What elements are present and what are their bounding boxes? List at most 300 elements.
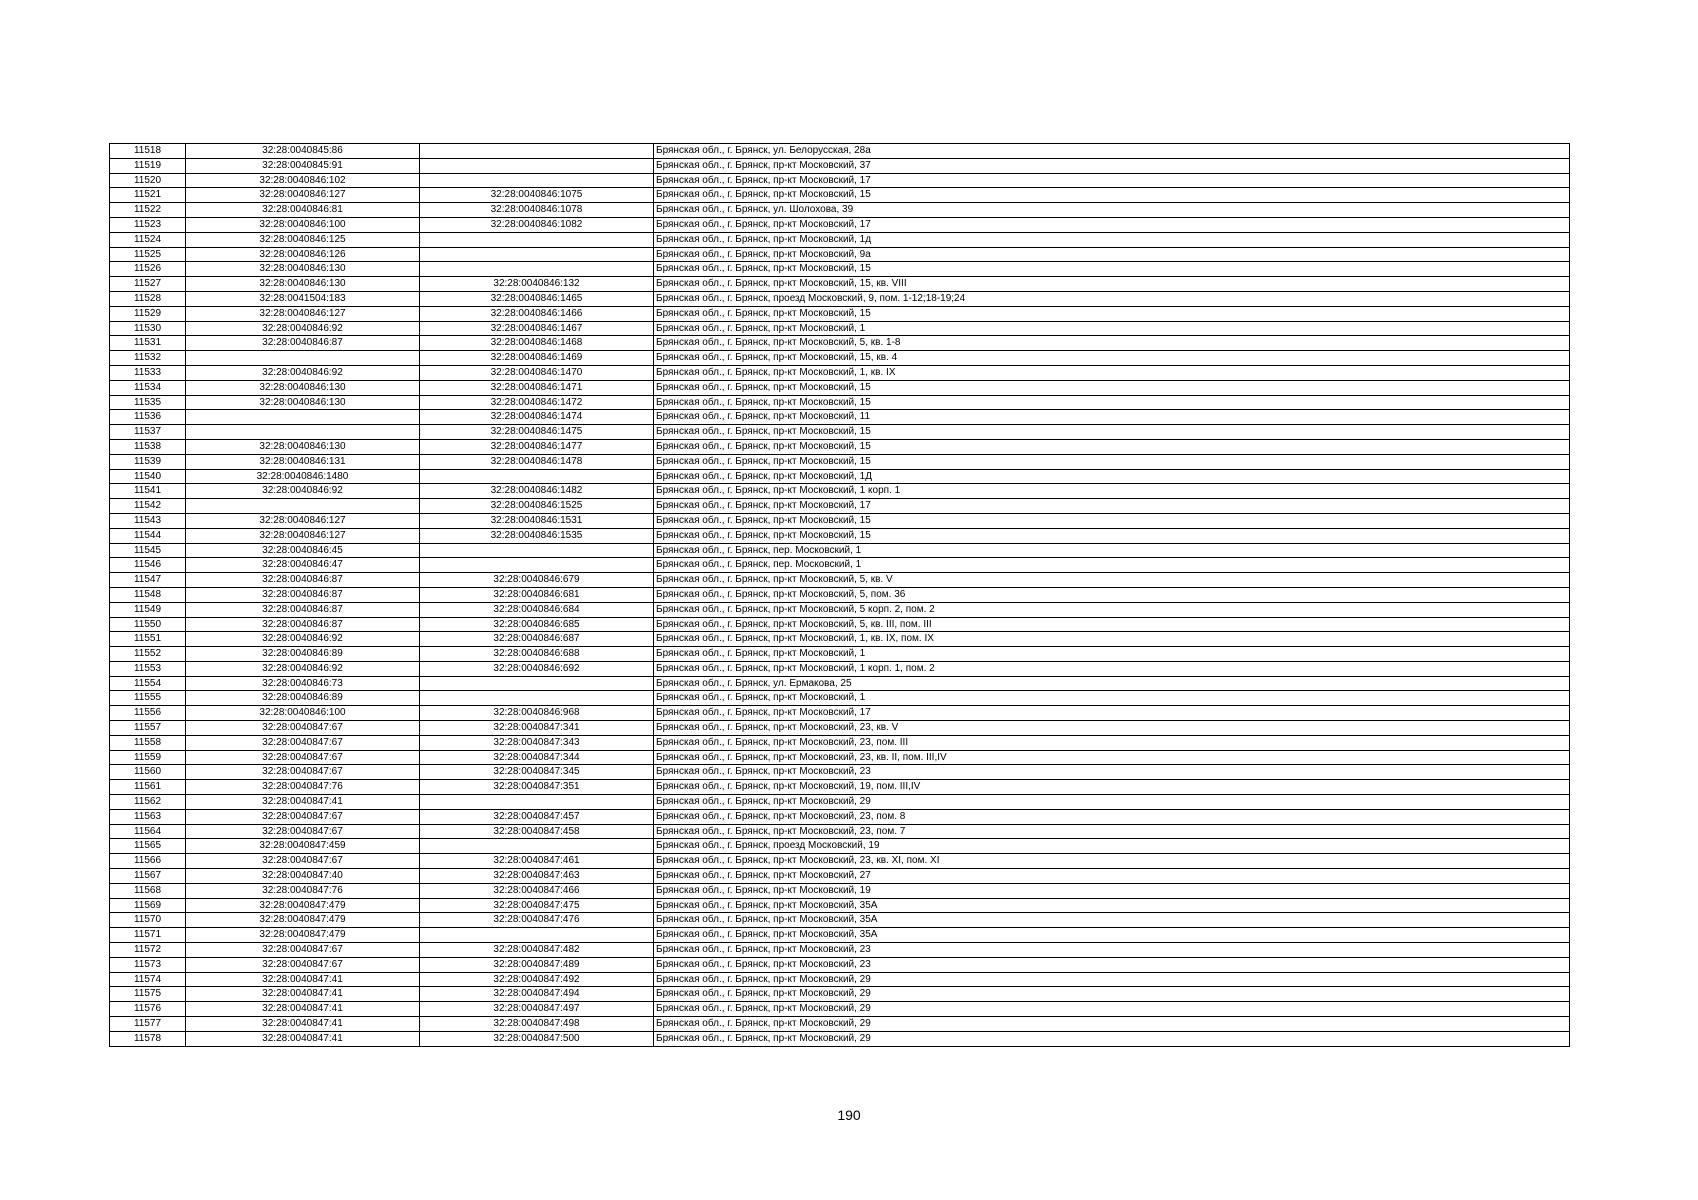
table-row (110, 869, 1570, 884)
cadastral-number-cell: 32:28:0040846:100 (186, 706, 420, 721)
table-row (110, 395, 1570, 410)
row-number-cell: 11564 (110, 824, 186, 839)
row-number-cell: 11533 (110, 365, 186, 380)
address-cell: Брянская обл., г. Брянск, пр-кт Московский, 1Д (654, 469, 1570, 484)
table-row (110, 617, 1570, 632)
table-row (110, 158, 1570, 173)
table-row (110, 780, 1570, 795)
cadastral-number-cell: 32:28:0040846:87 (186, 573, 420, 588)
address-cell: Брянская обл., г. Брянск, пр-кт Московский, 11 (654, 410, 1570, 425)
cadastral-number-cell (186, 410, 420, 425)
row-number-cell: 11573 (110, 957, 186, 972)
object-number-cell: 32:28:0040846:1474 (420, 410, 654, 425)
object-number-cell: 32:28:0040847:482 (420, 943, 654, 958)
object-number-cell: 32:28:0040846:1475 (420, 425, 654, 440)
cadastral-number-cell: 32:28:0040846:1480 (186, 469, 420, 484)
object-number-cell: 32:28:0040847:476 (420, 913, 654, 928)
row-number-cell: 11556 (110, 706, 186, 721)
object-number-cell: 32:28:0040846:1467 (420, 321, 654, 336)
cadastral-number-cell: 32:28:0040845:91 (186, 158, 420, 173)
cadastral-number-cell: 32:28:0040847:40 (186, 869, 420, 884)
cadastral-number-cell: 32:28:0040846:45 (186, 543, 420, 558)
table-row (110, 765, 1570, 780)
table-row (110, 795, 1570, 810)
object-number-cell: 32:28:0040846:681 (420, 587, 654, 602)
address-cell: Брянская обл., г. Брянск, пр-кт Московский, 23, кв. XI, пом. XI (654, 854, 1570, 869)
table-row (110, 425, 1570, 440)
row-number-cell: 11522 (110, 203, 186, 218)
cadastral-number-cell: 32:28:0040846:131 (186, 454, 420, 469)
table-row (110, 321, 1570, 336)
row-number-cell: 11548 (110, 587, 186, 602)
table-row (110, 735, 1570, 750)
table-row (110, 499, 1570, 514)
address-cell: Брянская обл., г. Брянск, пр-кт Московский, 9а (654, 247, 1570, 262)
object-number-cell: 32:28:0040846:968 (420, 706, 654, 721)
table-row (110, 336, 1570, 351)
registry-table-body (110, 144, 1570, 1047)
table-row (110, 380, 1570, 395)
address-cell: Брянская обл., г. Брянск, пр-кт Московский, 1 корп. 1 (654, 484, 1570, 499)
table-row (110, 188, 1570, 203)
cadastral-number-cell: 32:28:0040846:47 (186, 558, 420, 573)
cadastral-number-cell (186, 425, 420, 440)
address-cell: Брянская обл., г. Брянск, пр-кт Московский, 23, кв. II, пом. III,IV (654, 750, 1570, 765)
cadastral-number-cell: 32:28:0040846:92 (186, 321, 420, 336)
row-number-cell: 11570 (110, 913, 186, 928)
address-cell: Брянская обл., г. Брянск, пр-кт Московский, 15 (654, 439, 1570, 454)
table-row (110, 173, 1570, 188)
table-row (110, 750, 1570, 765)
address-cell: Брянская обл., г. Брянск, проезд Московский, 9, пом. 1-12;18-19;24 (654, 291, 1570, 306)
cadastral-number-cell: 32:28:0040846:127 (186, 188, 420, 203)
object-number-cell (420, 928, 654, 943)
object-number-cell: 32:28:0040847:494 (420, 987, 654, 1002)
table-row (110, 1002, 1570, 1017)
row-number-cell: 11531 (110, 336, 186, 351)
row-number-cell: 11576 (110, 1002, 186, 1017)
table-row (110, 809, 1570, 824)
address-cell: Брянская обл., г. Брянск, пр-кт Московский, 17 (654, 217, 1570, 232)
cadastral-number-cell: 32:28:0040847:459 (186, 839, 420, 854)
table-row (110, 602, 1570, 617)
row-number-cell: 11539 (110, 454, 186, 469)
address-cell: Брянская обл., г. Брянск, пр-кт Московский, 15 (654, 395, 1570, 410)
address-cell: Брянская обл., г. Брянск, пр-кт Московский, 1д (654, 232, 1570, 247)
cadastral-number-cell: 32:28:0040847:41 (186, 1031, 420, 1046)
address-cell: Брянская обл., г. Брянск, пр-кт Московский, 19, пом. III,IV (654, 780, 1570, 795)
cadastral-number-cell: 32:28:0040846:89 (186, 647, 420, 662)
object-number-cell: 32:28:0040847:345 (420, 765, 654, 780)
address-cell: Брянская обл., г. Брянск, пр-кт Московский, 23, пом. 8 (654, 809, 1570, 824)
table-row (110, 957, 1570, 972)
object-number-cell: 32:28:0040847:343 (420, 735, 654, 750)
table-row (110, 306, 1570, 321)
table-row (110, 839, 1570, 854)
table-row (110, 987, 1570, 1002)
cadastral-number-cell: 32:28:0040847:479 (186, 913, 420, 928)
row-number-cell: 11544 (110, 528, 186, 543)
table-row (110, 203, 1570, 218)
table-row (110, 647, 1570, 662)
address-cell: Брянская обл., г. Брянск, пр-кт Московский, 5, кв. V (654, 573, 1570, 588)
object-number-cell: 32:28:0040847:463 (420, 869, 654, 884)
object-number-cell: 32:28:0040846:1082 (420, 217, 654, 232)
address-cell: Брянская обл., г. Брянск, пр-кт Московский, 1 (654, 321, 1570, 336)
row-number-cell: 11560 (110, 765, 186, 780)
row-number-cell: 11551 (110, 632, 186, 647)
address-cell: Брянская обл., г. Брянск, пр-кт Московский, 29 (654, 1017, 1570, 1032)
object-number-cell (420, 173, 654, 188)
table-row (110, 928, 1570, 943)
table-row (110, 232, 1570, 247)
address-cell: Брянская обл., г. Брянск, пр-кт Московский, 15 (654, 425, 1570, 440)
table-row (110, 883, 1570, 898)
row-number-cell: 11552 (110, 647, 186, 662)
object-number-cell: 32:28:0040846:685 (420, 617, 654, 632)
cadastral-number-cell: 32:28:0040846:130 (186, 380, 420, 395)
row-number-cell: 11546 (110, 558, 186, 573)
cadastral-number-cell (186, 499, 420, 514)
row-number-cell: 11527 (110, 277, 186, 292)
row-number-cell: 11575 (110, 987, 186, 1002)
row-number-cell: 11529 (110, 306, 186, 321)
object-number-cell: 32:28:0040846:679 (420, 573, 654, 588)
address-cell: Брянская обл., г. Брянск, пр-кт Московский, 5, кв. III, пом. III (654, 617, 1570, 632)
table-row (110, 898, 1570, 913)
table-row (110, 144, 1570, 159)
address-cell: Брянская обл., г. Брянск, ул. Шолохова, 39 (654, 203, 1570, 218)
object-number-cell: 32:28:0040846:692 (420, 661, 654, 676)
row-number-cell: 11572 (110, 943, 186, 958)
object-number-cell: 32:28:0040846:1482 (420, 484, 654, 499)
cadastral-number-cell: 32:28:0040846:87 (186, 587, 420, 602)
table-row (110, 291, 1570, 306)
table-row (110, 528, 1570, 543)
object-number-cell: 32:28:0040846:1477 (420, 439, 654, 454)
cadastral-number-cell: 32:28:0040847:76 (186, 780, 420, 795)
cadastral-number-cell: 32:28:0040846:130 (186, 277, 420, 292)
cadastral-number-cell: 32:28:0040846:125 (186, 232, 420, 247)
object-number-cell: 32:28:0040847:500 (420, 1031, 654, 1046)
row-number-cell: 11537 (110, 425, 186, 440)
row-number-cell: 11571 (110, 928, 186, 943)
table-row (110, 972, 1570, 987)
row-number-cell: 11569 (110, 898, 186, 913)
row-number-cell: 11535 (110, 395, 186, 410)
cadastral-number-cell: 32:28:0040846:92 (186, 632, 420, 647)
table-row (110, 1017, 1570, 1032)
address-cell: Брянская обл., г. Брянск, пр-кт Московский, 15 (654, 454, 1570, 469)
object-number-cell: 32:28:0040847:457 (420, 809, 654, 824)
cadastral-number-cell: 32:28:0040846:87 (186, 602, 420, 617)
table-row (110, 824, 1570, 839)
row-number-cell: 11542 (110, 499, 186, 514)
table-row (110, 943, 1570, 958)
row-number-cell: 11532 (110, 351, 186, 366)
cadastral-number-cell: 32:28:0040847:41 (186, 972, 420, 987)
cadastral-number-cell: 32:28:0040846:130 (186, 395, 420, 410)
address-cell: Брянская обл., г. Брянск, пр-кт Московский, 35А (654, 913, 1570, 928)
address-cell: Брянская обл., г. Брянск, проезд Московский, 19 (654, 839, 1570, 854)
address-cell: Брянская обл., г. Брянск, пр-кт Московский, 27 (654, 869, 1570, 884)
address-cell: Брянская обл., г. Брянск, пр-кт Московский, 1, кв. IX (654, 365, 1570, 380)
cadastral-number-cell: 32:28:0040847:67 (186, 735, 420, 750)
object-number-cell: 32:28:0040847:498 (420, 1017, 654, 1032)
table-row (110, 513, 1570, 528)
address-cell: Брянская обл., г. Брянск, пр-кт Московский, 15 (654, 380, 1570, 395)
object-number-cell: 32:28:0040846:1472 (420, 395, 654, 410)
table-row (110, 410, 1570, 425)
table-row (110, 365, 1570, 380)
address-cell: Брянская обл., г. Брянск, пр-кт Московский, 23 (654, 957, 1570, 972)
address-cell: Брянская обл., г. Брянск, пр-кт Московский, 29 (654, 972, 1570, 987)
cadastral-number-cell: 32:28:0040846:87 (186, 617, 420, 632)
table-row (110, 439, 1570, 454)
table-row (110, 277, 1570, 292)
cadastral-number-cell: 32:28:0040846:87 (186, 336, 420, 351)
object-number-cell (420, 247, 654, 262)
table-row (110, 632, 1570, 647)
row-number-cell: 11554 (110, 676, 186, 691)
cadastral-number-cell: 32:28:0040847:41 (186, 1002, 420, 1017)
cadastral-number-cell: 32:28:0040846:92 (186, 365, 420, 380)
table-row (110, 351, 1570, 366)
table-row (110, 661, 1570, 676)
address-cell: Брянская обл., г. Брянск, пр-кт Московский, 1 (654, 691, 1570, 706)
row-number-cell: 11555 (110, 691, 186, 706)
object-number-cell: 32:28:0040847:344 (420, 750, 654, 765)
object-number-cell: 32:28:0040846:1535 (420, 528, 654, 543)
row-number-cell: 11545 (110, 543, 186, 558)
registry-table (109, 143, 1570, 1047)
cadastral-number-cell: 32:28:0040847:67 (186, 765, 420, 780)
cadastral-number-cell: 32:28:0040846:127 (186, 306, 420, 321)
row-number-cell: 11538 (110, 439, 186, 454)
table-row (110, 854, 1570, 869)
table-row (110, 262, 1570, 277)
address-cell: Брянская обл., г. Брянск, пр-кт Московский, 15 (654, 513, 1570, 528)
row-number-cell: 11578 (110, 1031, 186, 1046)
row-number-cell: 11557 (110, 721, 186, 736)
table-row (110, 217, 1570, 232)
address-cell: Брянская обл., г. Брянск, пр-кт Московский, 1 (654, 647, 1570, 662)
address-cell: Брянская обл., г. Брянск, пр-кт Московский, 37 (654, 158, 1570, 173)
address-cell: Брянская обл., г. Брянск, пер. Московский, 1 (654, 543, 1570, 558)
row-number-cell: 11566 (110, 854, 186, 869)
page-number: 190 (837, 1107, 861, 1123)
table-row (110, 247, 1570, 262)
address-cell: Брянская обл., г. Брянск, пер. Московский, 1 (654, 558, 1570, 573)
row-number-cell: 11536 (110, 410, 186, 425)
object-number-cell: 32:28:0040847:497 (420, 1002, 654, 1017)
address-cell: Брянская обл., г. Брянск, пр-кт Московский, 5 корп. 2, пом. 2 (654, 602, 1570, 617)
row-number-cell: 11550 (110, 617, 186, 632)
table-row (110, 573, 1570, 588)
object-number-cell: 32:28:0040846:1468 (420, 336, 654, 351)
address-cell: Брянская обл., г. Брянск, ул. Белорусская, 28а (654, 144, 1570, 159)
address-cell: Брянская обл., г. Брянск, пр-кт Московский, 23 (654, 943, 1570, 958)
table-row (110, 706, 1570, 721)
address-cell: Брянская обл., г. Брянск, пр-кт Московский, 15 (654, 188, 1570, 203)
object-number-cell (420, 558, 654, 573)
object-number-cell: 32:28:0040847:466 (420, 883, 654, 898)
address-cell: Брянская обл., г. Брянск, пр-кт Московский, 17 (654, 706, 1570, 721)
row-number-cell: 11521 (110, 188, 186, 203)
row-number-cell: 11530 (110, 321, 186, 336)
table-row (110, 469, 1570, 484)
cadastral-number-cell: 32:28:0040847:41 (186, 987, 420, 1002)
cadastral-number-cell: 32:28:0040846:73 (186, 676, 420, 691)
row-number-cell: 11518 (110, 144, 186, 159)
object-number-cell: 32:28:0040846:688 (420, 647, 654, 662)
table-row (110, 484, 1570, 499)
address-cell: Брянская обл., г. Брянск, пр-кт Московский, 23, кв. V (654, 721, 1570, 736)
object-number-cell: 32:28:0040847:492 (420, 972, 654, 987)
cadastral-number-cell: 32:28:0040847:41 (186, 795, 420, 810)
address-cell: Брянская обл., г. Брянск, пр-кт Московский, 29 (654, 987, 1570, 1002)
address-cell: Брянская обл., г. Брянск, пр-кт Московский, 1 корп. 1, пом. 2 (654, 661, 1570, 676)
registry-table-container (109, 143, 1569, 1047)
address-cell: Брянская обл., г. Брянск, пр-кт Московский, 15, кв. VIII (654, 277, 1570, 292)
cadastral-number-cell: 32:28:0040847:67 (186, 721, 420, 736)
cadastral-number-cell: 32:28:0040846:127 (186, 528, 420, 543)
address-cell: Брянская обл., г. Брянск, пр-кт Московский, 29 (654, 1031, 1570, 1046)
row-number-cell: 11547 (110, 573, 186, 588)
object-number-cell: 32:28:0040846:1465 (420, 291, 654, 306)
address-cell: Брянская обл., г. Брянск, пр-кт Московский, 23, пом. 7 (654, 824, 1570, 839)
object-number-cell: 32:28:0040847:475 (420, 898, 654, 913)
row-number-cell: 11567 (110, 869, 186, 884)
address-cell: Брянская обл., г. Брянск, пр-кт Московский, 17 (654, 173, 1570, 188)
object-number-cell: 32:28:0040846:1078 (420, 203, 654, 218)
row-number-cell: 11553 (110, 661, 186, 676)
address-cell: Брянская обл., г. Брянск, пр-кт Московский, 19 (654, 883, 1570, 898)
row-number-cell: 11543 (110, 513, 186, 528)
row-number-cell: 11561 (110, 780, 186, 795)
row-number-cell: 11520 (110, 173, 186, 188)
address-cell: Брянская обл., г. Брянск, пр-кт Московский, 29 (654, 795, 1570, 810)
object-number-cell: 32:28:0040846:684 (420, 602, 654, 617)
cadastral-number-cell: 32:28:0040847:41 (186, 1017, 420, 1032)
cadastral-number-cell: 32:28:0040846:102 (186, 173, 420, 188)
address-cell: Брянская обл., г. Брянск, пр-кт Московский, 15 (654, 262, 1570, 277)
object-number-cell (420, 691, 654, 706)
row-number-cell: 11577 (110, 1017, 186, 1032)
cadastral-number-cell: 32:28:0040846:89 (186, 691, 420, 706)
table-row (110, 1031, 1570, 1046)
object-number-cell: 32:28:0040847:341 (420, 721, 654, 736)
address-cell: Брянская обл., г. Брянск, пр-кт Московский, 35А (654, 928, 1570, 943)
row-number-cell: 11568 (110, 883, 186, 898)
table-row (110, 558, 1570, 573)
row-number-cell: 11528 (110, 291, 186, 306)
address-cell: Брянская обл., г. Брянск, пр-кт Московский, 15 (654, 528, 1570, 543)
object-number-cell: 32:28:0040847:458 (420, 824, 654, 839)
object-number-cell (420, 543, 654, 558)
cadastral-number-cell: 32:28:0040846:92 (186, 661, 420, 676)
object-number-cell: 32:28:0040846:1470 (420, 365, 654, 380)
row-number-cell: 11565 (110, 839, 186, 854)
row-number-cell: 11534 (110, 380, 186, 395)
cadastral-number-cell: 32:28:0040846:81 (186, 203, 420, 218)
cadastral-number-cell: 32:28:0040846:127 (186, 513, 420, 528)
address-cell: Брянская обл., г. Брянск, пр-кт Московский, 35А (654, 898, 1570, 913)
cadastral-number-cell: 32:28:0040847:67 (186, 957, 420, 972)
table-row (110, 691, 1570, 706)
object-number-cell (420, 795, 654, 810)
object-number-cell: 32:28:0040846:1478 (420, 454, 654, 469)
object-number-cell (420, 839, 654, 854)
address-cell: Брянская обл., г. Брянск, пр-кт Московский, 5, пом. 36 (654, 587, 1570, 602)
table-row (110, 454, 1570, 469)
cadastral-number-cell: 32:28:0040847:67 (186, 943, 420, 958)
cadastral-number-cell: 32:28:0040847:67 (186, 824, 420, 839)
cadastral-number-cell: 32:28:0040846:130 (186, 439, 420, 454)
cadastral-number-cell: 32:28:0041504:183 (186, 291, 420, 306)
table-row (110, 543, 1570, 558)
cadastral-number-cell: 32:28:0040846:92 (186, 484, 420, 499)
object-number-cell: 32:28:0040846:132 (420, 277, 654, 292)
row-number-cell: 11559 (110, 750, 186, 765)
object-number-cell: 32:28:0040847:489 (420, 957, 654, 972)
cadastral-number-cell: 32:28:0040846:126 (186, 247, 420, 262)
row-number-cell: 11558 (110, 735, 186, 750)
cadastral-number-cell (186, 351, 420, 366)
row-number-cell: 11549 (110, 602, 186, 617)
row-number-cell: 11526 (110, 262, 186, 277)
cadastral-number-cell: 32:28:0040847:479 (186, 898, 420, 913)
cadastral-number-cell: 32:28:0040847:67 (186, 750, 420, 765)
address-cell: Брянская обл., г. Брянск, пр-кт Московский, 17 (654, 499, 1570, 514)
row-number-cell: 11562 (110, 795, 186, 810)
cadastral-number-cell: 32:28:0040846:130 (186, 262, 420, 277)
row-number-cell: 11519 (110, 158, 186, 173)
object-number-cell (420, 469, 654, 484)
object-number-cell (420, 262, 654, 277)
address-cell: Брянская обл., г. Брянск, пр-кт Московский, 5, кв. 1-8 (654, 336, 1570, 351)
object-number-cell: 32:28:0040846:1469 (420, 351, 654, 366)
cadastral-number-cell: 32:28:0040845:86 (186, 144, 420, 159)
row-number-cell: 11523 (110, 217, 186, 232)
address-cell: Брянская обл., г. Брянск, пр-кт Московский, 23, пом. III (654, 735, 1570, 750)
object-number-cell: 32:28:0040846:1525 (420, 499, 654, 514)
object-number-cell: 32:28:0040846:1075 (420, 188, 654, 203)
row-number-cell: 11563 (110, 809, 186, 824)
cadastral-number-cell: 32:28:0040847:76 (186, 883, 420, 898)
table-row (110, 721, 1570, 736)
row-number-cell: 11540 (110, 469, 186, 484)
row-number-cell: 11541 (110, 484, 186, 499)
object-number-cell: 32:28:0040846:1466 (420, 306, 654, 321)
table-row (110, 676, 1570, 691)
object-number-cell: 32:28:0040846:1471 (420, 380, 654, 395)
object-number-cell: 32:28:0040847:351 (420, 780, 654, 795)
object-number-cell (420, 232, 654, 247)
object-number-cell (420, 676, 654, 691)
table-row (110, 587, 1570, 602)
cadastral-number-cell: 32:28:0040847:479 (186, 928, 420, 943)
cadastral-number-cell: 32:28:0040847:67 (186, 854, 420, 869)
table-row (110, 913, 1570, 928)
object-number-cell: 32:28:0040847:461 (420, 854, 654, 869)
address-cell: Брянская обл., г. Брянск, пр-кт Московский, 23 (654, 765, 1570, 780)
address-cell: Брянская обл., г. Брянск, пр-кт Московский, 29 (654, 1002, 1570, 1017)
object-number-cell: 32:28:0040846:687 (420, 632, 654, 647)
address-cell: Брянская обл., г. Брянск, пр-кт Московский, 1, кв. IX, пом. IX (654, 632, 1570, 647)
address-cell: Брянская обл., г. Брянск, пр-кт Московский, 15, кв. 4 (654, 351, 1570, 366)
object-number-cell (420, 144, 654, 159)
